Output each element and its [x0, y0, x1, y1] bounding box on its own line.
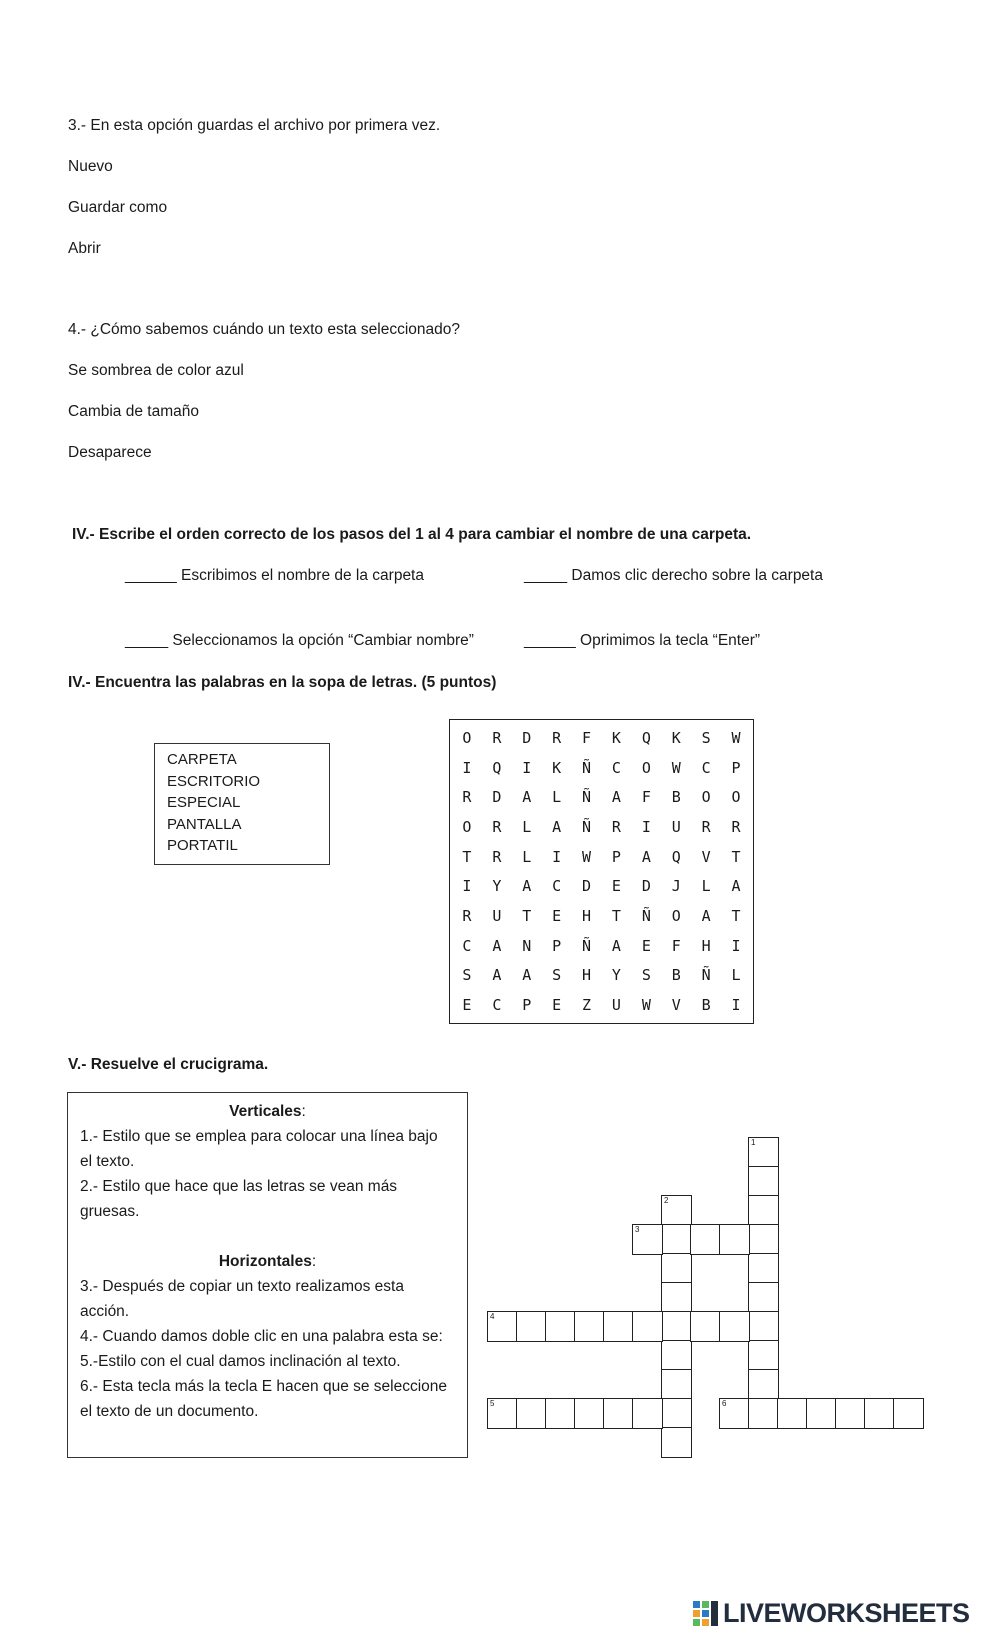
order-step-2[interactable] [524, 567, 823, 585]
word-search-cell[interactable]: O [671, 907, 681, 926]
crossword-cell[interactable] [690, 1224, 721, 1255]
word-bank-item: ESCRITORIO [167, 772, 261, 790]
word-search-cell[interactable]: A [492, 936, 502, 955]
word-search-cell[interactable]: V [701, 847, 711, 866]
crossword-cell[interactable] [719, 1224, 750, 1255]
word-search-cell[interactable]: H [701, 936, 711, 955]
word-search-cell[interactable]: D [582, 877, 592, 896]
word-search-cell[interactable]: Ñ [701, 966, 711, 985]
crossword-cell[interactable] [748, 1311, 779, 1342]
word-search-cell[interactable]: I [462, 877, 472, 896]
word-search-cell[interactable]: R [462, 788, 472, 807]
order-step-3[interactable] [125, 632, 474, 650]
word-search-cell[interactable]: A [611, 936, 621, 955]
crossword-cell[interactable] [748, 1195, 779, 1226]
crossword-cell[interactable] [632, 1224, 663, 1255]
clue-line: acción. [80, 1303, 130, 1320]
crossword-cell[interactable] [690, 1311, 721, 1342]
crossword-cell[interactable] [516, 1398, 547, 1429]
word-bank-item: CARPETA [167, 751, 237, 768]
word-search-cell[interactable]: R [492, 817, 502, 836]
order-step-2-blank[interactable]: _____ [524, 567, 568, 584]
crossword-cell[interactable] [574, 1398, 605, 1429]
q3-question: 3.- En esta opción guardas el archivo por primera vez. [68, 117, 441, 134]
word-search-cell[interactable]: Y [611, 966, 621, 985]
word-search-cell[interactable]: W [641, 996, 651, 1015]
word-search-cell[interactable]: F [671, 936, 681, 955]
crossword-cell[interactable] [661, 1253, 692, 1284]
word-search-cell[interactable]: O [462, 817, 472, 836]
q3-option-2[interactable]: Guardar como [68, 199, 168, 216]
word-search-cell[interactable]: S [701, 728, 711, 747]
crossword-cell[interactable] [487, 1311, 518, 1342]
word-search-cell[interactable]: T [611, 907, 621, 926]
word-search-cell[interactable]: I [522, 758, 532, 777]
word-search-cell[interactable]: D [522, 728, 532, 747]
crossword-cell[interactable] [661, 1427, 692, 1458]
q4-question: 4.- ¿Cómo sabemos cuándo un texto esta seleccionado? [68, 321, 461, 338]
order-step-1[interactable] [125, 567, 424, 585]
word-search-cell[interactable]: Q [671, 847, 681, 866]
order-step-1-blank[interactable]: ______ [125, 567, 177, 584]
word-search-cell[interactable]: S [641, 966, 651, 985]
word-search-cell[interactable]: F [641, 788, 651, 807]
word-search-grid[interactable] [449, 719, 754, 1024]
crossword-clue-number: 5 [490, 1399, 495, 1408]
crossword-clue-number: 3 [635, 1225, 640, 1234]
word-search-cell[interactable]: R [492, 847, 502, 866]
q3-option-3[interactable]: Abrir [68, 240, 101, 257]
word-search-cell[interactable]: Ñ [582, 817, 592, 836]
crossword-cell[interactable] [835, 1398, 866, 1429]
crossword-cell[interactable] [748, 1253, 779, 1284]
clue-line: 2.- Estilo que hace que las letras se vean más [80, 1178, 398, 1195]
word-search-cell[interactable]: T [522, 907, 532, 926]
word-search-cell[interactable]: W [671, 758, 681, 777]
q3-option-1[interactable]: Nuevo [68, 158, 113, 175]
crossword-cell[interactable] [864, 1398, 895, 1429]
word-search-cell[interactable]: C [611, 758, 621, 777]
word-search-cell[interactable]: A [731, 877, 741, 896]
word-bank [154, 743, 330, 865]
crossword-cell[interactable] [574, 1311, 605, 1342]
word-search-cell[interactable]: A [552, 817, 562, 836]
q4-option-1[interactable]: Se sombrea de color azul [68, 362, 244, 379]
word-search-cell[interactable]: E [611, 877, 621, 896]
liveworksheets-mark-icon [692, 1599, 720, 1627]
crossword-cell[interactable] [661, 1311, 692, 1342]
word-search-cell[interactable]: V [671, 996, 681, 1015]
word-search-cell[interactable]: C [492, 996, 502, 1015]
word-search-cell[interactable]: P [522, 996, 532, 1015]
clue-line: 4.- Cuando damos doble clic en una palabra esta se: [80, 1328, 443, 1345]
clue-line: 1.- Estilo que se emplea para colocar una línea bajo [80, 1128, 438, 1145]
word-search-cell[interactable]: O [731, 788, 741, 807]
word-search-cell[interactable]: A [522, 966, 532, 985]
crossword-cell[interactable] [661, 1282, 692, 1313]
word-search-cell[interactable]: L [552, 788, 562, 807]
crossword-cell[interactable] [661, 1224, 692, 1255]
word-search-cell[interactable]: Ñ [582, 788, 592, 807]
horizontales-heading: Horizontales: [218, 1253, 317, 1270]
word-search-cell[interactable]: D [641, 877, 651, 896]
word-search-cell[interactable]: Q [641, 728, 651, 747]
word-search-cell[interactable]: U [611, 996, 621, 1015]
word-search-cell[interactable]: B [671, 788, 681, 807]
word-search-cell[interactable]: S [552, 966, 562, 985]
word-search-cell[interactable]: W [582, 847, 592, 866]
clue-line: el texto de un documento. [80, 1403, 259, 1420]
word-search-cell[interactable]: U [492, 907, 502, 926]
crossword-cell[interactable] [632, 1311, 663, 1342]
crossword-cell[interactable] [661, 1195, 692, 1226]
liveworksheets-logo [692, 1598, 970, 1628]
word-search-cell[interactable]: A [701, 907, 711, 926]
word-search-cell[interactable]: S [462, 966, 472, 985]
word-search-cell[interactable]: K [611, 728, 621, 747]
crossword-clue-number: 4 [490, 1312, 495, 1321]
word-search-cell[interactable]: T [731, 847, 741, 866]
word-search-cell[interactable]: O [462, 728, 472, 747]
crossword-cell[interactable] [748, 1166, 779, 1197]
word-search-cell[interactable]: P [552, 936, 562, 955]
word-search-cell[interactable]: D [492, 788, 502, 807]
verticales-heading: Verticales: [229, 1103, 306, 1120]
crossword-cell[interactable] [777, 1398, 808, 1429]
crossword-section-title: V.- Resuelve el crucigrama. [68, 1056, 269, 1073]
word-search-cell[interactable]: R [462, 907, 472, 926]
word-search-cell[interactable]: Ñ [582, 936, 592, 955]
order-step-4-blank[interactable]: ______ [524, 632, 576, 649]
crossword-cell[interactable] [748, 1398, 779, 1429]
word-search-cell[interactable]: K [552, 758, 562, 777]
clue-line: gruesas. [80, 1203, 140, 1220]
crossword-cell[interactable] [603, 1311, 634, 1342]
word-search-cell[interactable]: B [671, 966, 681, 985]
word-search-cell[interactable]: C [552, 877, 562, 896]
word-search-cell[interactable]: T [462, 847, 472, 866]
word-bank-item: PANTALLA [167, 815, 242, 833]
order-step-2-text: Damos clic derecho sobre la carpeta [567, 567, 823, 584]
word-search-cell[interactable]: R [701, 817, 711, 836]
clue-line: el texto. [80, 1153, 135, 1170]
crossword-cell[interactable] [661, 1340, 692, 1371]
crossword-cell[interactable] [893, 1398, 924, 1429]
liveworksheets-logo-text: LIVEWORKSHEETS [723, 1597, 970, 1628]
word-search-cell[interactable]: A [492, 966, 502, 985]
order-step-1-text: Escribimos el nombre de la carpeta [176, 567, 424, 584]
word-search-cell[interactable]: A [611, 788, 621, 807]
clue-line: 3.- Después de copiar un texto realizamos esta [80, 1278, 404, 1295]
word-search-cell[interactable]: E [641, 936, 651, 955]
order-step-4-text: Oprimimos la tecla “Enter” [575, 632, 761, 649]
word-search-cell[interactable]: W [731, 728, 741, 747]
word-search-cell[interactable]: J [671, 877, 681, 896]
order-section-title: IV.- Escribe el orden correcto de los pasos del 1 al 4 para cambiar el nombre de una carpeta. [72, 526, 752, 543]
crossword-cell[interactable] [748, 1369, 779, 1400]
word-search-cell[interactable]: P [611, 847, 621, 866]
wordsearch-section-title: IV.- Encuentra las palabras en la sopa de letras. (5 puntos) [68, 674, 497, 691]
word-search-cell[interactable]: R [731, 817, 741, 836]
crossword-clue-number: 2 [664, 1196, 669, 1205]
order-step-4[interactable] [524, 632, 760, 650]
word-search-cell[interactable]: L [522, 817, 532, 836]
crossword-cell[interactable] [719, 1398, 750, 1429]
crossword-cell[interactable] [516, 1311, 547, 1342]
word-search-cell[interactable]: L [731, 966, 741, 985]
word-search-cell[interactable]: T [731, 907, 741, 926]
crossword-cell[interactable] [603, 1398, 634, 1429]
word-bank-item: PORTATIL [167, 837, 238, 854]
word-search-cell[interactable]: R [492, 728, 502, 747]
crossword-clue-number: 6 [722, 1399, 727, 1408]
crossword-cell[interactable] [806, 1398, 837, 1429]
crossword-cell[interactable] [661, 1398, 692, 1429]
word-search-cell[interactable]: P [731, 758, 741, 777]
crossword-cell[interactable] [487, 1398, 518, 1429]
clue-line: 5.-Estilo con el cual damos inclinación al texto. [80, 1353, 401, 1370]
word-search-cell[interactable]: B [701, 996, 711, 1015]
order-step-3-text: Seleccionamos la opción “Cambiar nombre” [168, 632, 474, 649]
crossword-clue-number: 1 [751, 1138, 756, 1147]
word-search-cell[interactable]: L [701, 877, 711, 896]
crossword-cell[interactable] [748, 1282, 779, 1313]
word-search-cell[interactable]: A [641, 847, 651, 866]
word-search-cell[interactable]: I [731, 996, 741, 1015]
word-search-cell[interactable]: U [671, 817, 681, 836]
word-search-cell[interactable]: K [671, 728, 681, 747]
word-search-cell[interactable]: R [552, 728, 562, 747]
q4-option-2[interactable]: Cambia de tamaño [68, 403, 199, 420]
word-search-cell[interactable]: I [731, 936, 741, 955]
q4-option-3[interactable]: Desaparece [68, 444, 152, 461]
word-search-cell[interactable]: Y [492, 877, 502, 896]
crossword-cell[interactable] [748, 1224, 779, 1255]
word-search-cell[interactable]: H [582, 966, 592, 985]
word-search-cell[interactable]: O [641, 758, 651, 777]
word-search-cell[interactable]: F [582, 728, 592, 747]
word-search-cell[interactable]: Ñ [641, 907, 651, 926]
word-bank-item: ESPECIAL [167, 794, 241, 811]
word-search-cell[interactable]: R [611, 817, 621, 836]
crossword-cell[interactable] [748, 1137, 779, 1168]
crossword-cell[interactable] [545, 1398, 576, 1429]
word-search-cell[interactable]: E [462, 996, 472, 1015]
word-search-cell[interactable]: L [522, 847, 532, 866]
crossword-cell[interactable] [545, 1311, 576, 1342]
word-search-cell[interactable]: I [462, 758, 472, 777]
crossword-cell[interactable] [719, 1311, 750, 1342]
word-search-cell[interactable]: A [522, 877, 532, 896]
word-search-cell[interactable]: H [582, 907, 592, 926]
word-search-cell[interactable]: Z [582, 996, 592, 1015]
word-search-cell[interactable]: Q [492, 758, 502, 777]
word-search-cell[interactable]: E [552, 907, 562, 926]
crossword-cell[interactable] [632, 1398, 663, 1429]
crossword-cell[interactable] [661, 1369, 692, 1400]
word-search-cell[interactable]: E [552, 996, 562, 1015]
word-search-cell[interactable]: C [462, 936, 472, 955]
word-search-cell[interactable]: Ñ [582, 758, 592, 777]
word-search-cell[interactable]: I [552, 847, 562, 866]
word-search-cell[interactable]: O [701, 788, 711, 807]
clue-line: 6.- Esta tecla más la tecla E hacen que se seleccione [80, 1378, 448, 1395]
word-search-cell[interactable]: I [641, 817, 651, 836]
crossword-clues-box [67, 1092, 468, 1458]
order-step-3-blank[interactable]: _____ [125, 632, 169, 649]
word-search-cell[interactable]: C [701, 758, 711, 777]
word-search-cell[interactable]: A [522, 788, 532, 807]
crossword-cell[interactable] [748, 1340, 779, 1371]
word-search-cell[interactable]: N [522, 936, 532, 955]
